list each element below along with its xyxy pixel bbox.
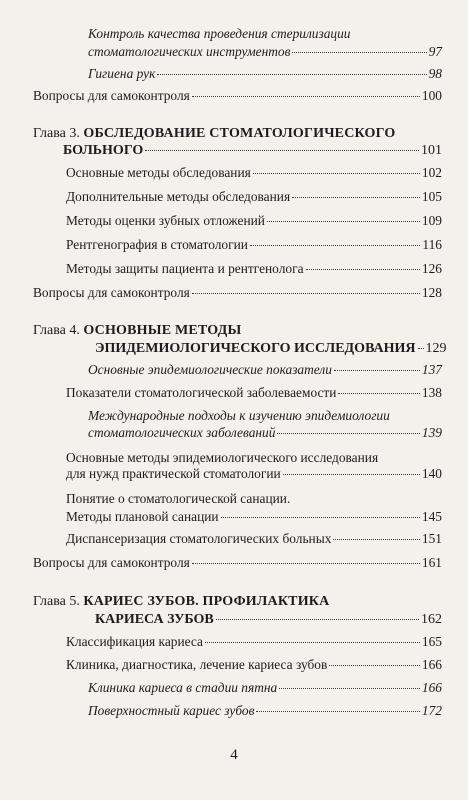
chapter-3-title-line2	[63, 143, 442, 159]
chapter-prefix: Глава 3.	[33, 126, 80, 141]
toc-entry-questions	[33, 555, 442, 571]
toc-entry	[88, 703, 442, 719]
toc-entry-sterilization	[88, 44, 442, 60]
toc-entry-text: Классификация кариеса	[66, 634, 203, 649]
page-ref: 102	[421, 165, 442, 180]
dot-leader	[267, 221, 420, 222]
page-ref: 140	[421, 466, 442, 481]
page-ref: 109	[421, 213, 442, 228]
toc-entry	[66, 466, 442, 482]
dot-leader	[192, 96, 420, 97]
toc-entry	[66, 213, 442, 229]
toc-entry-text: Основные методы обследования	[66, 165, 251, 180]
dot-leader	[306, 269, 420, 270]
toc-entry-text: Вопросы для самоконтроля	[33, 88, 190, 103]
chapter-4-title-line2	[95, 341, 447, 357]
page-ref: 162	[421, 612, 442, 627]
toc-entry-line1	[66, 491, 290, 507]
toc-entry	[66, 634, 442, 650]
page-ref: 145	[421, 509, 442, 524]
chapter-prefix: Глава 4.	[33, 323, 80, 338]
page-ref: 100	[421, 88, 442, 103]
dot-leader	[145, 150, 419, 151]
toc-entry	[66, 385, 442, 401]
dot-leader	[250, 245, 420, 246]
page-ref: 126	[421, 261, 442, 276]
toc-entry-text: Показатели стоматологической заболеваемости	[66, 385, 337, 400]
page-ref: 166	[421, 657, 442, 672]
toc-entry	[66, 237, 442, 253]
toc-entry-text: Методы плановой санации	[66, 509, 219, 524]
toc-entry-text: Рентгенография в стоматологии	[66, 237, 248, 252]
toc-entry	[88, 362, 442, 378]
toc-entry-text: Основные методы эпидемиологического исследования	[66, 450, 379, 465]
toc-entry-text: для нужд практической стоматологии	[66, 466, 281, 481]
chapter-5-title-line2	[95, 612, 442, 628]
dot-leader	[192, 293, 420, 294]
toc-entry-text: стоматологических инструментов	[88, 44, 291, 59]
toc-entry-line1	[66, 450, 378, 466]
page-ref: 172	[421, 703, 442, 718]
toc-entry-text: Методы оценки зубных отложений	[66, 213, 265, 228]
dot-leader	[334, 370, 420, 371]
toc-entry	[88, 425, 442, 441]
toc-entry	[66, 261, 442, 277]
page-ref: 128	[421, 285, 442, 300]
page-number: 4	[230, 747, 238, 763]
toc-entry	[66, 165, 442, 181]
page-ref: 151	[421, 531, 442, 546]
chapter-4-heading	[33, 322, 241, 340]
chapter-title: ЭПИДЕМИОЛОГИЧЕСКОГО ИССЛЕДОВАНИЯ	[95, 341, 416, 356]
dot-leader	[253, 173, 420, 174]
toc-entry-text: Гигиена рук	[88, 66, 156, 81]
toc-entry-text: Поверхностный кариес зубов	[88, 703, 255, 718]
page-ref: 101	[421, 143, 442, 158]
chapter-prefix: Глава 5.	[33, 594, 80, 609]
dot-leader	[329, 665, 420, 666]
dot-leader	[277, 433, 419, 434]
toc-entry-text: Международные подходы к изучению эпидемиологии	[88, 408, 390, 423]
chapter-title: ОБСЛЕДОВАНИЕ СТОМАТОЛОГИЧЕСКОГО	[83, 126, 396, 141]
page-ref: 98	[428, 66, 442, 81]
page-ref: 165	[421, 634, 442, 649]
chapter-3-heading	[33, 125, 395, 143]
toc-entry	[66, 189, 442, 205]
page-ref: 139	[421, 425, 442, 440]
dot-leader	[292, 197, 420, 198]
toc-entry	[88, 680, 442, 696]
toc-entry-questions	[33, 88, 442, 104]
toc-entry-text: стоматологических заболеваний	[88, 425, 276, 440]
page-ref: 129	[425, 341, 447, 356]
page-ref: 97	[428, 44, 442, 59]
toc-entry-text: Клиника, диагностика, лечение кариеса зубов	[66, 657, 328, 672]
page-ref: 105	[421, 189, 442, 204]
dot-leader	[216, 619, 419, 620]
toc-entry-text: Понятие о стоматологической санации.	[66, 491, 291, 506]
dot-leader	[192, 563, 420, 564]
page-ref: 161	[421, 555, 442, 570]
dot-leader	[283, 474, 420, 475]
toc-entry	[66, 509, 442, 525]
chapter-title: БОЛЬНОГО	[63, 143, 144, 158]
chapter-title: КАРИЕСА ЗУБОВ	[95, 612, 214, 627]
toc-entry-questions	[33, 285, 442, 301]
chapter-5-heading	[33, 593, 329, 611]
toc-entry-text: Методы защиты пациента и рентгенолога	[66, 261, 304, 276]
page-ref: 138	[421, 385, 442, 400]
dot-leader	[256, 711, 419, 712]
toc-entry	[66, 657, 442, 673]
toc-entry	[66, 531, 442, 547]
chapter-title: ОСНОВНЫЕ МЕТОДЫ	[83, 323, 242, 338]
toc-entry-text: Диспансеризация стоматологических больных	[66, 531, 332, 546]
chapter-title: КАРИЕС ЗУБОВ. ПРОФИЛАКТИКА	[83, 594, 330, 609]
page-ref: 116	[422, 237, 442, 252]
toc-entry-text: Вопросы для самоконтроля	[33, 555, 190, 570]
dot-leader	[221, 517, 420, 518]
dot-leader	[338, 393, 419, 394]
toc-entry-text: Дополнительные методы обследования	[66, 189, 291, 204]
page-ref: 137	[421, 362, 442, 377]
dot-leader	[205, 642, 420, 643]
toc-entry-line1	[88, 408, 390, 424]
page-ref: 166	[421, 680, 442, 695]
toc-entry-text: Клиника кариеса в стадии пятна	[88, 680, 278, 695]
toc-entry-text: Контроль качества проведения стерилизации	[88, 26, 351, 41]
dot-leader	[418, 348, 424, 349]
toc-entry-text: Основные эпидемиологические показатели	[88, 362, 332, 377]
dot-leader	[157, 74, 426, 75]
dot-leader	[279, 688, 420, 689]
toc-entry-hand-hygiene	[88, 66, 442, 82]
toc-entry-text: Вопросы для самоконтроля	[33, 285, 190, 300]
dot-leader	[333, 539, 419, 540]
dot-leader	[292, 52, 426, 53]
toc-entry-sterilization-line1	[88, 26, 351, 42]
